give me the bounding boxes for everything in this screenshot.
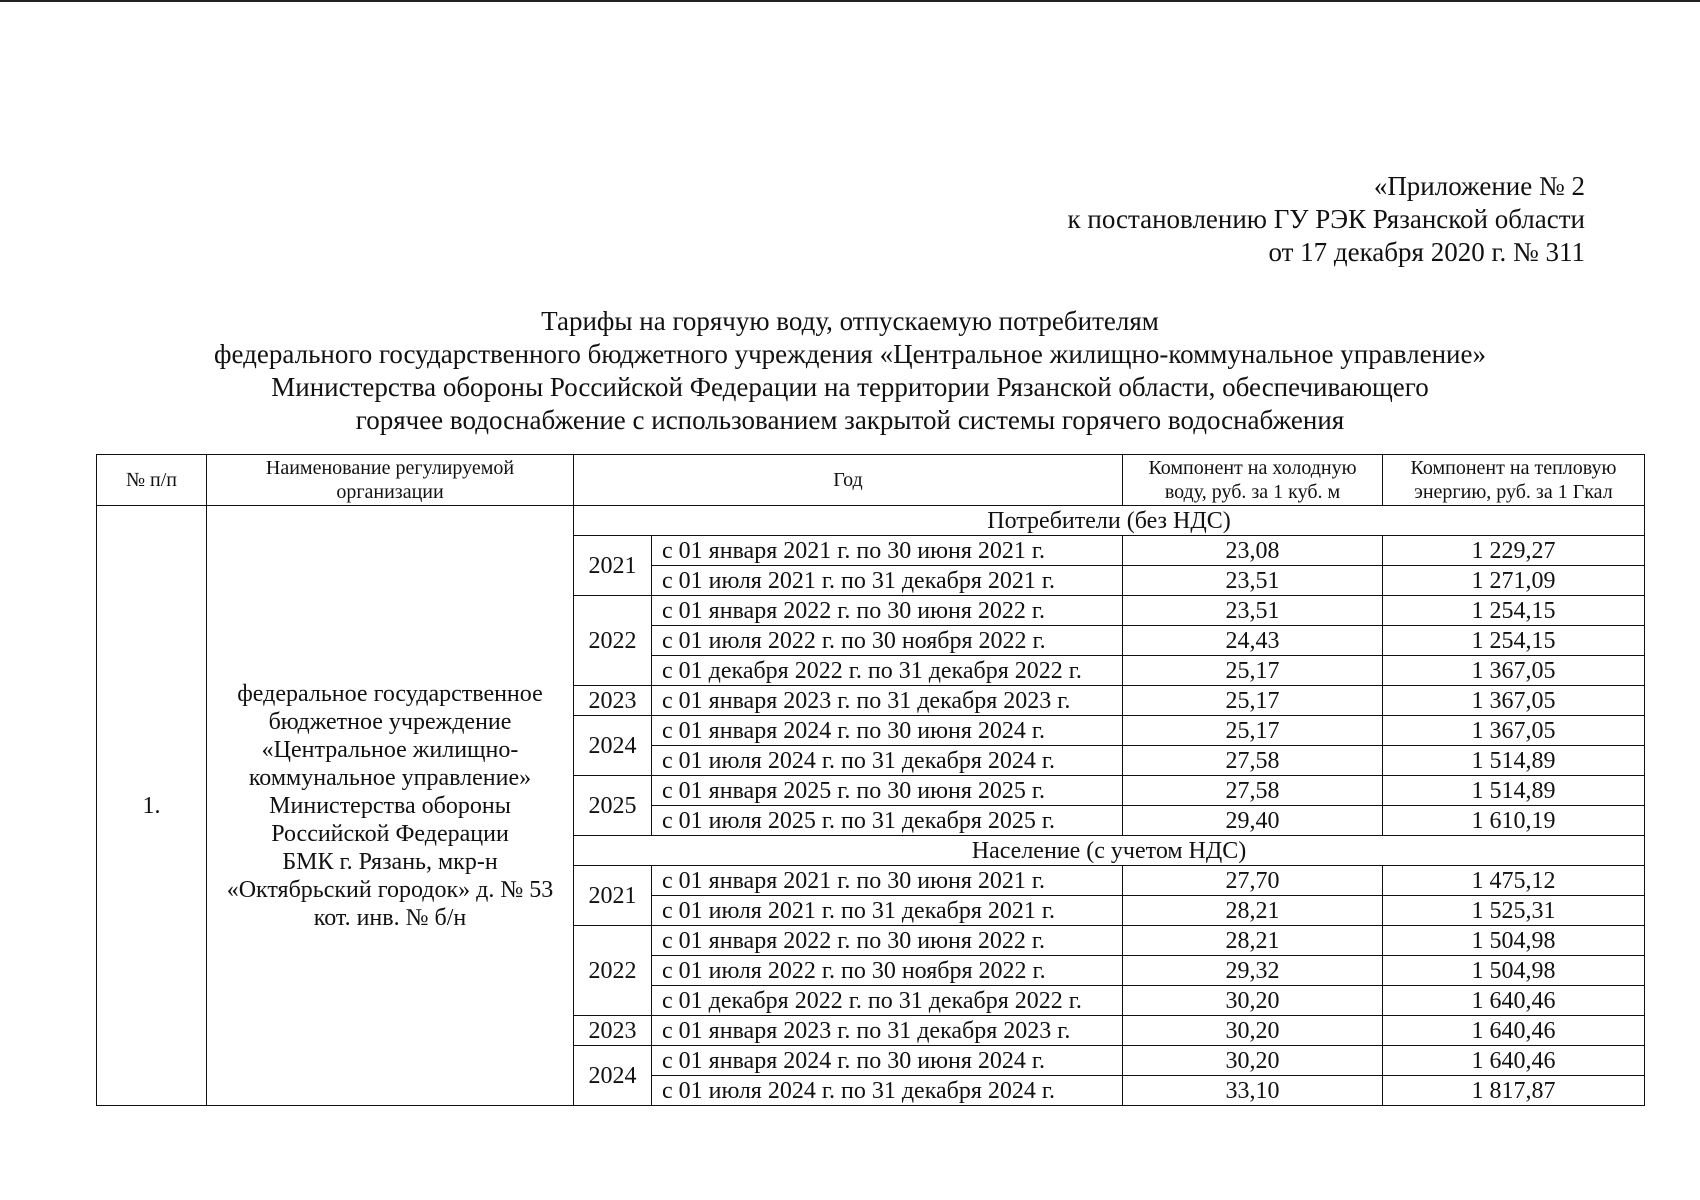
title-line: федерального государственного бюджетного учреждения «Центральное жилищно-коммунальное управление» (214, 339, 1486, 369)
cold-value: 29,40 (1123, 806, 1383, 836)
cold-value: 24,43 (1123, 626, 1383, 656)
cold-value: 28,21 (1123, 896, 1383, 926)
cold-value: 29,32 (1123, 956, 1383, 986)
year-cell: 2021 (574, 536, 652, 596)
title-line: Министерства обороны Российской Федерации на территории Рязанской области, обеспечивающего (271, 372, 1429, 402)
period-cell: с 01 января 2023 г. по 31 декабря 2023 г. (652, 686, 1123, 716)
period-cell: с 01 января 2021 г. по 30 июня 2021 г. (652, 536, 1123, 566)
header-org: Наименование регулируемой организации (207, 455, 574, 506)
heat-value: 1 475,12 (1383, 866, 1645, 896)
header-num: № п/п (97, 455, 207, 506)
year-cell: 2024 (574, 716, 652, 776)
period-cell: с 01 июля 2021 г. по 31 декабря 2021 г. (652, 566, 1123, 596)
cold-value: 27,70 (1123, 866, 1383, 896)
cold-value: 25,17 (1123, 656, 1383, 686)
header-year: Год (574, 455, 1123, 506)
group-label: Население (с учетом НДС) (574, 836, 1645, 866)
cold-value: 30,20 (1123, 986, 1383, 1016)
year-cell: 2024 (574, 1046, 652, 1106)
appendix-resolution: к постановлению ГУ РЭК Рязанской области (1067, 204, 1585, 234)
table-header-row (97, 455, 1645, 506)
organization-name (207, 506, 574, 1106)
period-cell: с 01 июля 2022 г. по 30 ноября 2022 г. (652, 956, 1123, 986)
header-heat: Компонент на тепловую энергию, руб. за 1 Гкал (1383, 455, 1645, 506)
appendix-header (1068, 170, 1585, 269)
group-row-consumers (97, 506, 1645, 536)
period-cell: с 01 января 2025 г. по 30 июня 2025 г. (652, 776, 1123, 806)
cold-value: 30,20 (1123, 1016, 1383, 1046)
period-cell: с 01 декабря 2022 г. по 31 декабря 2022 г. (652, 656, 1123, 686)
org-line: бюджетное учреждение (268, 708, 512, 735)
cold-value: 30,20 (1123, 1046, 1383, 1076)
year-cell: 2022 (574, 926, 652, 1016)
appendix-date: от 17 декабря 2020 г. № 311 (1268, 237, 1585, 267)
cold-value: 27,58 (1123, 746, 1383, 776)
period-cell: с 01 декабря 2022 г. по 31 декабря 2022 г. (652, 986, 1123, 1016)
row-number: 1. (97, 506, 207, 1106)
heat-value: 1 504,98 (1383, 926, 1645, 956)
heat-value: 1 610,19 (1383, 806, 1645, 836)
period-cell: с 01 января 2023 г. по 31 декабря 2023 г. (652, 1016, 1123, 1046)
heat-value: 1 367,05 (1383, 716, 1645, 746)
cold-value: 25,17 (1123, 716, 1383, 746)
period-cell: с 01 июля 2024 г. по 31 декабря 2024 г. (652, 1076, 1123, 1106)
document-title (95, 305, 1605, 437)
cold-value: 23,51 (1123, 566, 1383, 596)
period-cell: с 01 июля 2024 г. по 31 декабря 2024 г. (652, 746, 1123, 776)
year-cell: 2023 (574, 1016, 652, 1046)
period-cell: с 01 января 2022 г. по 30 июня 2022 г. (652, 926, 1123, 956)
org-line: федеральное государственное (237, 680, 543, 707)
cold-value: 23,08 (1123, 536, 1383, 566)
heat-value: 1 367,05 (1383, 656, 1645, 686)
period-cell: с 01 января 2021 г. по 30 июня 2021 г. (652, 866, 1123, 896)
year-cell: 2023 (574, 686, 652, 716)
cold-value: 28,21 (1123, 926, 1383, 956)
heat-value: 1 254,15 (1383, 596, 1645, 626)
cold-value: 27,58 (1123, 776, 1383, 806)
cold-value: 23,51 (1123, 596, 1383, 626)
period-cell: с 01 января 2024 г. по 30 июня 2024 г. (652, 716, 1123, 746)
title-line: горячее водоснабжение с использованием закрытой системы горячего водоснабжения (355, 405, 1345, 435)
heat-value: 1 504,98 (1383, 956, 1645, 986)
heat-value: 1 254,15 (1383, 626, 1645, 656)
cold-value: 33,10 (1123, 1076, 1383, 1106)
heat-value: 1 271,09 (1383, 566, 1645, 596)
year-cell: 2021 (574, 866, 652, 926)
heat-value: 1 640,46 (1383, 1016, 1645, 1046)
heat-value: 1 525,31 (1383, 896, 1645, 926)
cold-value: 25,17 (1123, 686, 1383, 716)
header-cold: Компонент на холодную воду, руб. за 1 куб. м (1123, 455, 1383, 506)
tariff-table (96, 454, 1645, 1106)
scan-top-edge (0, 0, 1700, 2)
org-line: Министерства обороны (269, 792, 511, 819)
heat-value: 1 514,89 (1383, 746, 1645, 776)
org-line: БМК г. Рязань, мкр-н (282, 848, 498, 875)
year-cell: 2025 (574, 776, 652, 836)
org-line: коммунальное управление» (248, 764, 532, 791)
title-line: Тарифы на горячую воду, отпускаемую потребителям (541, 306, 1159, 336)
heat-value: 1 367,05 (1383, 686, 1645, 716)
org-line: «Центральное жилищно- (261, 736, 519, 763)
period-cell: с 01 июля 2025 г. по 31 декабря 2025 г. (652, 806, 1123, 836)
year-cell: 2022 (574, 596, 652, 686)
group-label: Потребители (без НДС) (574, 506, 1645, 536)
org-line: «Октябрьский городок» д. № 53 (226, 876, 554, 903)
period-cell: с 01 января 2022 г. по 30 июня 2022 г. (652, 596, 1123, 626)
heat-value: 1 229,27 (1383, 536, 1645, 566)
appendix-number: «Приложение № 2 (1373, 171, 1585, 201)
heat-value: 1 640,46 (1383, 986, 1645, 1016)
heat-value: 1 514,89 (1383, 776, 1645, 806)
org-line: Российской Федерации (271, 820, 509, 847)
period-cell: с 01 июля 2022 г. по 30 ноября 2022 г. (652, 626, 1123, 656)
period-cell: с 01 января 2024 г. по 30 июня 2024 г. (652, 1046, 1123, 1076)
period-cell: с 01 июля 2021 г. по 31 декабря 2021 г. (652, 896, 1123, 926)
heat-value: 1 640,46 (1383, 1046, 1645, 1076)
heat-value: 1 817,87 (1383, 1076, 1645, 1106)
org-line: кот. инв. № б/н (313, 904, 467, 931)
